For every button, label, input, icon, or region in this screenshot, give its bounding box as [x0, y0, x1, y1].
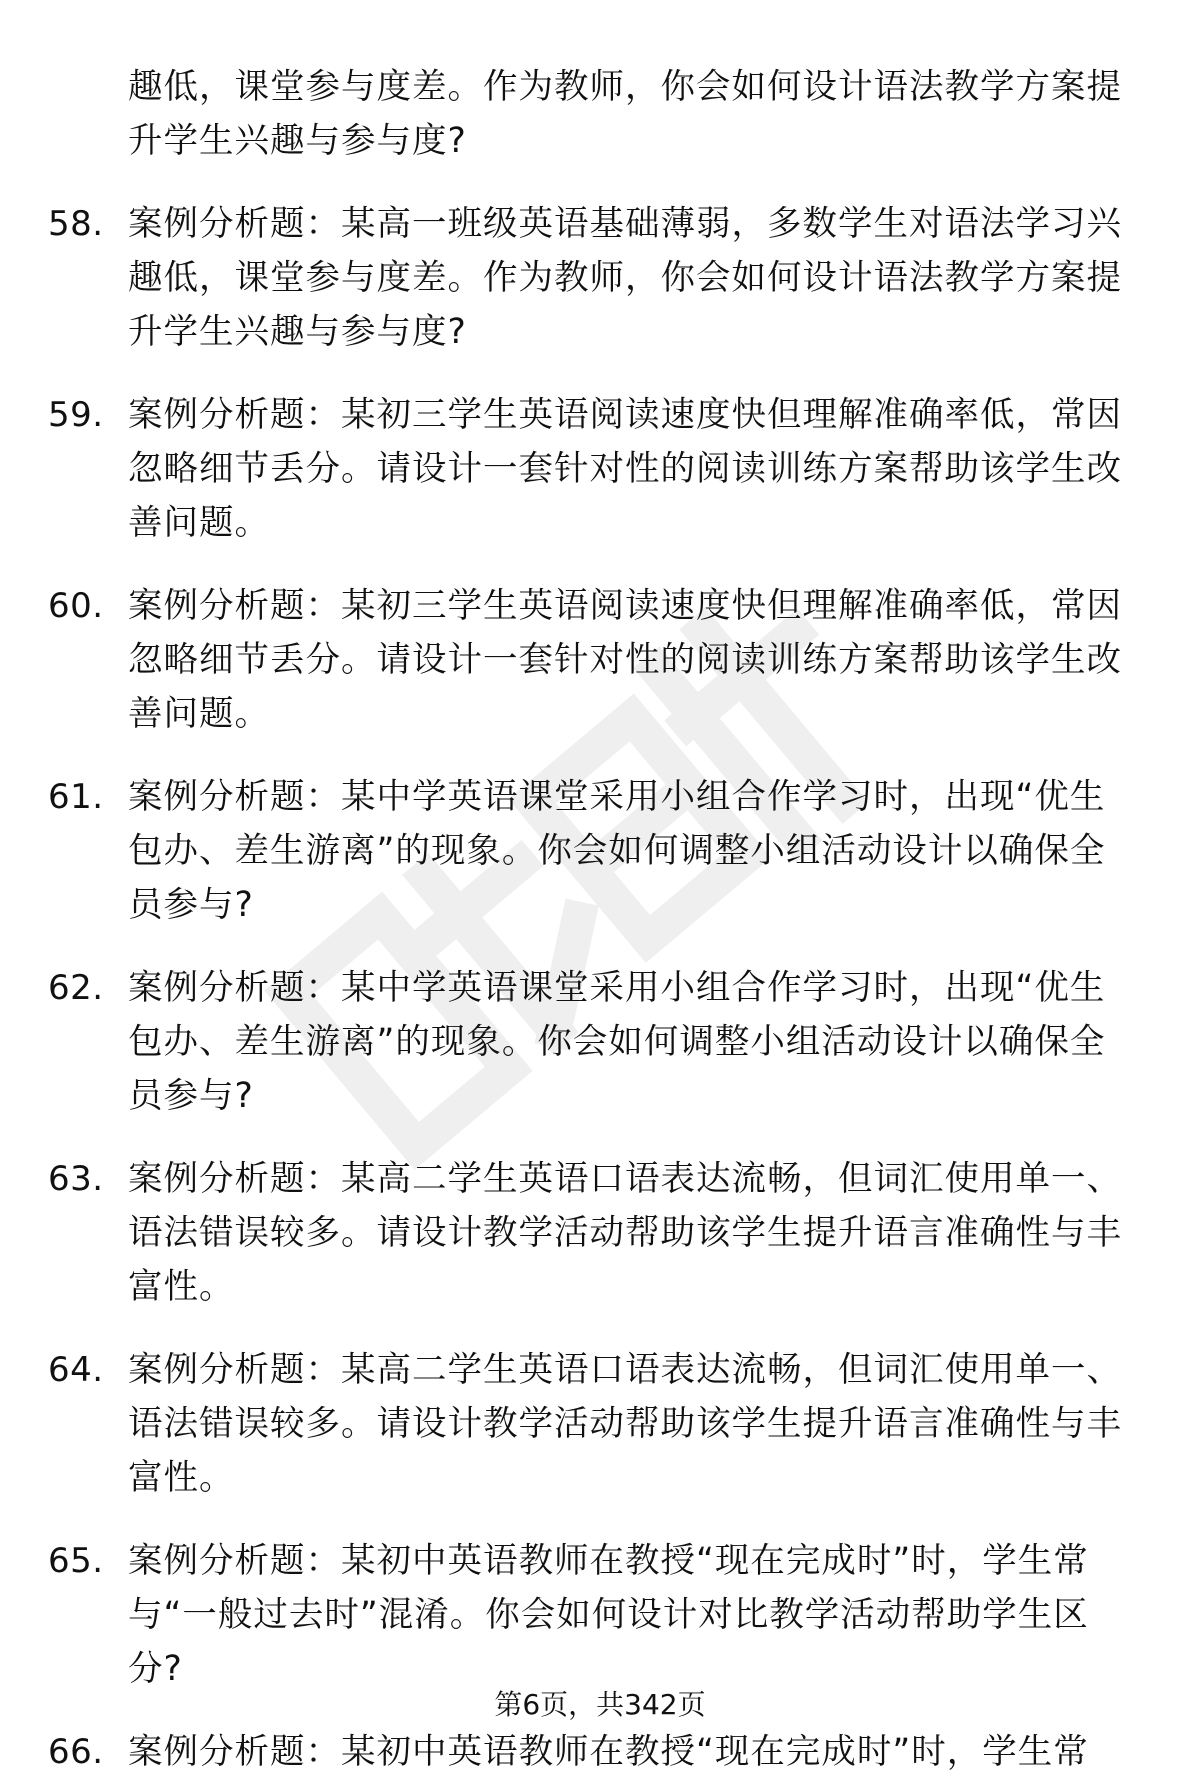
question-text: 案例分析题：某初三学生英语阅读速度快但理解准确率低，常因忽略细节丢分。请设计一套针对性的阅读训练方案帮助该学生改善问题。: [128, 586, 1122, 734]
question-item: [48, 1343, 1148, 1505]
question-number: 59.: [48, 395, 104, 435]
question-number: 60.: [48, 586, 104, 626]
question-number: 58.: [48, 204, 104, 244]
question-item: [48, 1534, 1148, 1696]
question-text: 案例分析题：某初三学生英语阅读速度快但理解准确率低，常因忽略细节丢分。请设计一套针对性的阅读训练方案帮助该学生改善问题。: [128, 395, 1122, 543]
continued-question: [48, 60, 1148, 168]
question-number: 66.: [48, 1732, 104, 1772]
question-item: [48, 579, 1148, 741]
question-item: [48, 1725, 1148, 1779]
question-text: 案例分析题：某中学英语课堂采用小组合作学习时，出现“优生包办、差生游离”的现象。你会如何调整小组活动设计以确保全员参与?: [128, 968, 1106, 1116]
question-item: [48, 197, 1148, 359]
question-text: 趣低，课堂参与度差。作为教师，你会如何设计语法教学方案提升学生兴趣与参与度?: [128, 67, 1122, 161]
question-number: 62.: [48, 968, 104, 1008]
question-text: 案例分析题：某初中英语教师在教授“现在完成时”时，学生常: [128, 1732, 1089, 1772]
question-text: 案例分析题：某中学英语课堂采用小组合作学习时，出现“优生包办、差生游离”的现象。你会如何调整小组活动设计以确保全员参与?: [128, 777, 1106, 925]
question-number: 63.: [48, 1159, 104, 1199]
question-item: [48, 1152, 1148, 1314]
question-number: 61.: [48, 777, 104, 817]
question-text: 案例分析题：某高一班级英语基础薄弱，多数学生对语法学习兴趣低，课堂参与度差。作为教师，你会如何设计语法教学方案提升学生兴趣与参与度?: [128, 204, 1122, 352]
question-text: 案例分析题：某初中英语教师在教授“现在完成时”时，学生常与“一般过去时”混淆。你会如何设计对比教学活动帮助学生区分?: [128, 1541, 1089, 1689]
page-footer: 第6页，共342页: [494, 1688, 706, 1721]
question-text: 案例分析题：某高二学生英语口语表达流畅，但词汇使用单一、语法错误较多。请设计教学活动帮助该学生提升语言准确性与丰富性。: [128, 1159, 1122, 1307]
question-item: [48, 961, 1148, 1123]
question-list: [48, 60, 1148, 1779]
question-number: 65.: [48, 1541, 104, 1581]
question-item: [48, 770, 1148, 932]
question-number: 64.: [48, 1350, 104, 1390]
question-text: 案例分析题：某高二学生英语口语表达流畅，但词汇使用单一、语法错误较多。请设计教学活动帮助该学生提升语言准确性与丰富性。: [128, 1350, 1122, 1498]
question-item: [48, 388, 1148, 550]
